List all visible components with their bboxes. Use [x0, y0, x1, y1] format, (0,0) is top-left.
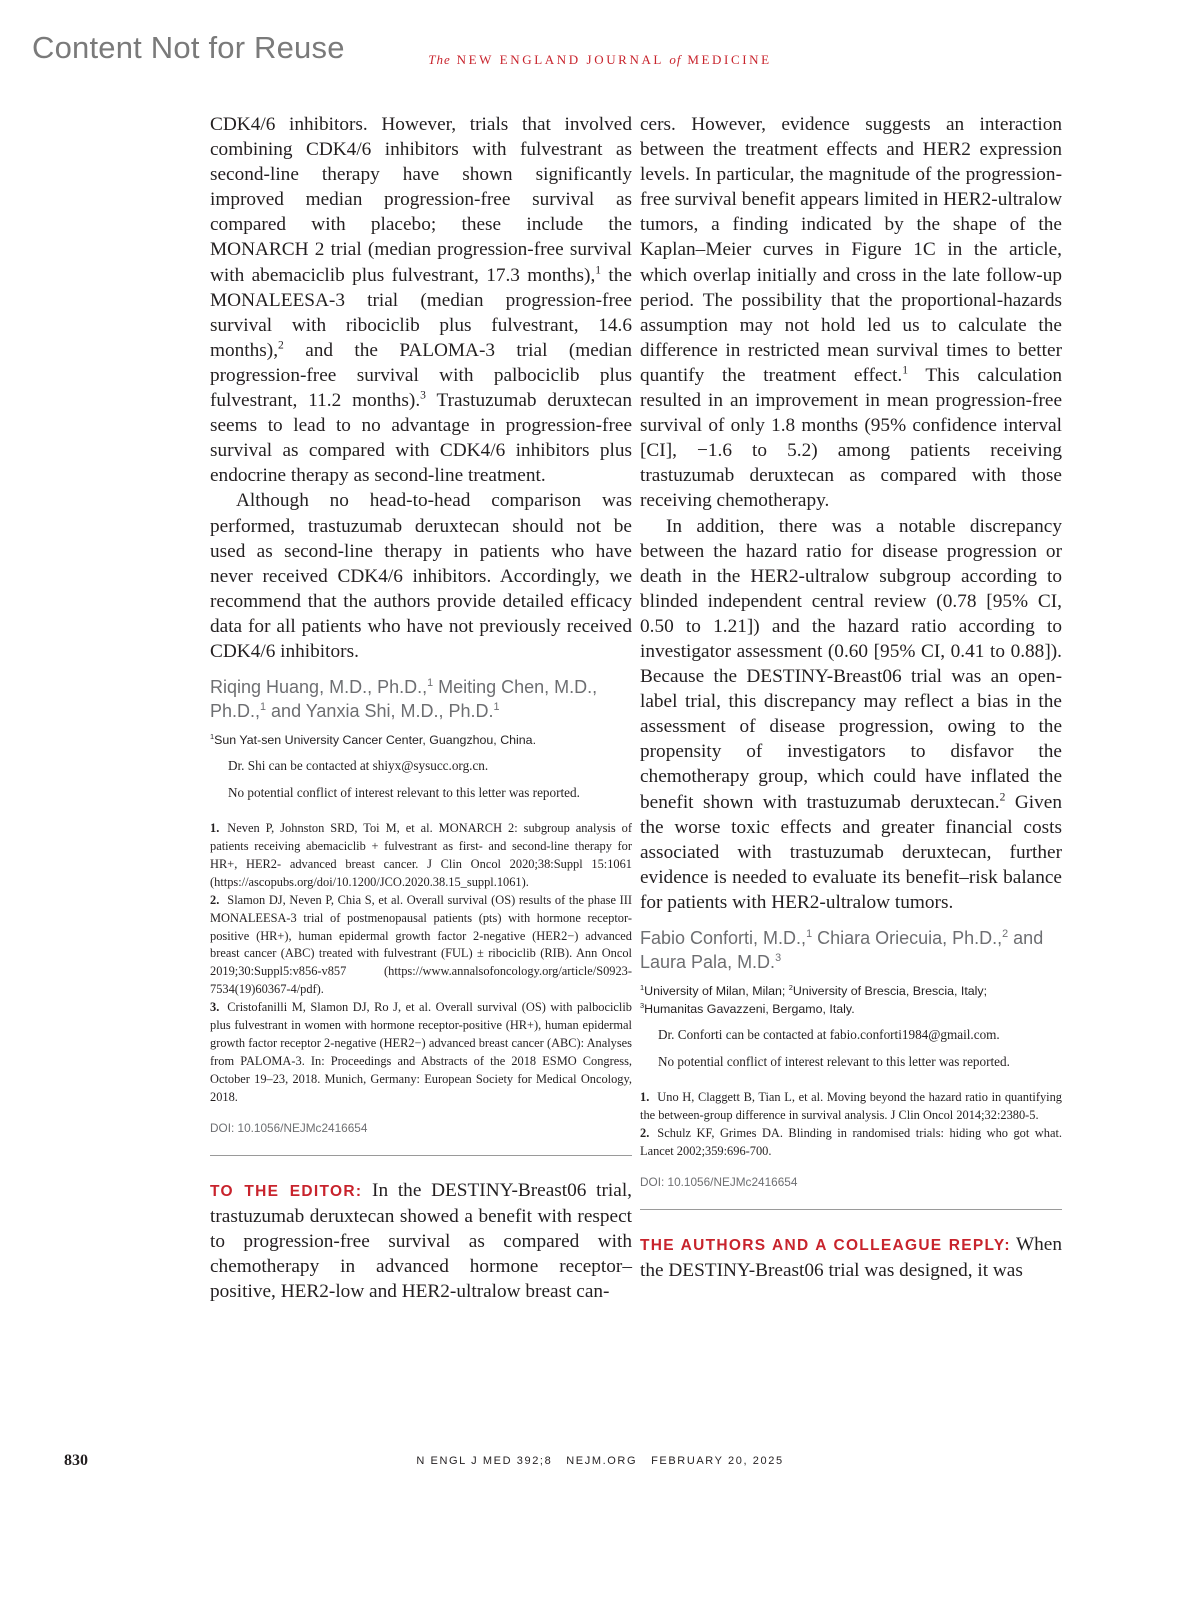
body-paragraph: Although no head-to-head comparison was performed, trastuzumab deruxtecan should not be used as second-line therapy in patients who have never received CDK4/6 inhibitors. Accordingly, we recommend that the authors provide detailed efficacy data for all patients who have not previously received CDK4/6 inhibitors. — [210, 490, 632, 662]
page-number: 830 — [64, 1452, 88, 1469]
text-run: This calculation resulted in an improvement in mean progression-free survival of only 1.8 months (95% confidence interval [CI], −1.6 to 5.2) among patients receiving trastuzumab deruxtecan as compared with those receiving chemotherapy. — [640, 364, 1063, 512]
text-run: In addition, there was a notable discrepancy between the hazard ratio for disease progression or death in the HER2-ultralow subgroup according to blinded independent central review (0.78 [95% CI, 0.50 to 1.21]) and the hazard ratio according to investigator assessment (0.60 [95% CI, 0.41 to 0.88]). Because the DESTINY-Breast06 trial was an open-label trial, this discrepancy may reflect a bias in the assessment of disease progression, owing to the propensity of investigators to disfavor the chemotherapy group, which could have inflated the benefit shown with trastuzumab deruxtecan. — [640, 515, 1062, 813]
reference-list — [640, 1089, 1062, 1161]
conflict-note: No potential conflict of interest relevant to this letter was reported. — [228, 785, 580, 801]
author-name: and Laura Pala, M.D. — [640, 928, 1044, 972]
letter-opening — [210, 1178, 632, 1304]
affiliation-text: Humanitas Gavazzeni, Bergamo, Italy. — [644, 1002, 855, 1016]
text-run: In the DESTINY-Breast06 trial, trastuzumab deruxtecan showed a benefit with respect to progression-free survival as compared with chemotherapy in advanced hormone receptor–positive, HER2-low and HER2-ultralow breast can- — [210, 1179, 632, 1302]
affiliation — [210, 731, 632, 749]
affiliation-marker: 3 — [775, 952, 782, 964]
author-name: Chiara Oriecuia, Ph.D., — [812, 928, 1003, 948]
letter-opening — [640, 1232, 1062, 1283]
reference-item — [210, 999, 632, 1106]
author-name: Meiting Chen, M.D., Ph.D., — [210, 677, 598, 722]
doi-link[interactable]: DOI: 10.1056/NEJMc2416654 — [210, 1120, 368, 1135]
author-name: Riqing Huang, M.D., Ph.D., — [210, 677, 428, 698]
affiliation-marker: 1 — [427, 677, 434, 690]
reference-number: 1. — [640, 1090, 650, 1104]
text-run: CDK4/6 inhibitors. However, trials that involved combining CDK4/6 inhibitors with fulvestrant as second-line therapy have shown significantly improved median progression-free survival as compared with placebo; these include the MONARCH 2 trial (median progression-free survival with abemaciclib plus fulvestrant, 17.3 months), — [210, 114, 632, 286]
text-run: and the PALOMA-3 trial (median progression-free survival with palbociclib plus fulvestrant, 11.2 months). — [210, 339, 632, 412]
reference-text: Uno H, Claggett B, Tian L, et al. Moving beyond the hazard ratio in quantifying the between-group difference in survival analysis. J Clin Oncol 2014;32:2380-5. — [640, 1090, 1062, 1122]
right-column — [640, 112, 1062, 1283]
affiliation-marker: 2 — [1002, 928, 1009, 940]
contact-note: Dr. Shi can be contacted at shiyx@sysucc.org.cn. — [228, 758, 489, 774]
journal-name-part1: NEW ENGLAND JOURNAL — [456, 52, 664, 67]
body-paragraph — [640, 112, 1062, 514]
reference-marker[interactable]: 2 — [999, 790, 1006, 804]
affiliation-text: University of Milan, Milan; — [644, 984, 789, 998]
reference-number: 2. — [210, 892, 220, 907]
journal-name-part2: MEDICINE — [687, 52, 772, 67]
reference-number: 2. — [640, 1125, 650, 1140]
reference-item — [640, 1125, 1062, 1161]
text-run: cers. However, evidence suggests an interaction between the treatment effects and HER2 expression levels. In particular, the magnitude of the progression-free survival benefit appears limited in HER2-ultralow tumors, a finding indicated by the shape of the Kaplan–Meier curves in Figure 1C in the article, which overlap initially and cross in the late follow-up period. The possibility that the proportional-hazards assumption may not hold led us to calculate the difference in restricted mean survival times to better quantify the treatment effect. — [640, 114, 1062, 386]
affiliation-marker: 1 — [493, 701, 500, 714]
reference-text: Schulz KF, Grimes DA. Blinding in randomised trials: hiding who got what. Lancet 2002;359:696-700. — [640, 1125, 1062, 1158]
reference-marker[interactable]: 2 — [278, 338, 284, 352]
reference-item — [210, 892, 632, 999]
text-run: the MONALEESA-3 trial (median progression-free survival with ribociclib plus fulvestrant, 14.6 months), — [210, 264, 632, 361]
affiliation-marker: 2 — [788, 982, 793, 992]
conflict-note: No potential conflict of interest relevant to this letter was reported. — [658, 1054, 1010, 1069]
reference-item — [640, 1089, 1062, 1125]
affiliation-marker: 3 — [640, 1000, 645, 1010]
section-divider — [210, 1155, 632, 1156]
section-divider — [640, 1209, 1062, 1210]
reference-number: 3. — [210, 1000, 220, 1015]
reference-list — [210, 820, 632, 1107]
reference-text: Slamon DJ, Neven P, Chia S, et al. Overall survival (OS) results of the phase III MONALEESA-3 trial of postmenopausal patients (pts) with hormone receptor-positive (HR+), human epidermal growth factor 2-negative (HER2−) advanced breast cancer (ABC) treated with fulvestrant (FUL) ± ribociclib (RIB). Ann Oncol 2019;30:Suppl5:v856-v857 (https://www.annalsofoncology.org/article/S0923-7534(19)60367-4/pdf). — [210, 892, 632, 997]
section-lead: THE AUTHORS AND A COLLEAGUE REPLY: — [640, 1236, 1011, 1254]
reference-number: 1. — [210, 821, 220, 836]
journal-the: The — [428, 52, 451, 67]
affiliation-marker: 1 — [210, 731, 215, 741]
author-list — [640, 926, 1062, 974]
body-paragraph — [640, 514, 1062, 916]
reference-marker[interactable]: 3 — [420, 388, 426, 402]
affiliation-marker: 1 — [260, 701, 267, 714]
reference-text: Cristofanilli M, Slamon DJ, Ro J, et al. Overall survival (OS) with palbociclib plus fulvestrant in women with hormone receptor-positive (HR+), human epidermal growth factor receptor 2-negative (HER2−) advanced breast cancer (ABC): Analyses from PALOMA-3. In: Proceedings and Abstracts of the 2018 ESMO Congress, October 19–23, 2018. Munich, Germany: European Society for Medical Oncology, 2018. — [210, 1000, 632, 1104]
section-lead: TO THE EDITOR: — [210, 1182, 363, 1200]
reference-item — [210, 820, 632, 892]
doi-link[interactable]: DOI: 10.1056/NEJMc2416654 — [640, 1174, 798, 1189]
contact-note: Dr. Conforti can be contacted at fabio.conforti1984@gmail.com. — [658, 1027, 1000, 1042]
footer-citation: N ENGL J MED 392;8 NEJM.ORG FEBRUARY 20, 2025 — [416, 1455, 784, 1467]
affiliation — [640, 982, 1062, 1018]
journal-of: of — [669, 52, 682, 67]
author-list — [210, 675, 632, 723]
affiliation-marker: 1 — [640, 982, 645, 992]
author-name: Fabio Conforti, M.D., — [640, 928, 807, 948]
text-run: Trastuzumab deruxtecan seems to lead to no advantage in progression-free survival as compared with CDK4/6 inhibitors plus endocrine therapy as second-line treatment. — [210, 390, 633, 487]
text-run: When the DESTINY-Breast06 trial was designed, it was — [640, 1233, 1062, 1281]
left-column — [210, 112, 632, 1304]
author-name: and Yanxia Shi, M.D., Ph.D. — [266, 701, 494, 722]
affiliation-marker: 1 — [806, 928, 813, 940]
journal-header — [0, 52, 1200, 68]
affiliation-text: University of Brescia, Brescia, Italy; — [792, 984, 988, 998]
reference-text: Neven P, Johnston SRD, Toi M, et al. MONARCH 2: subgroup analysis of patients receiving abemaciclib + fulvestrant as first- and second-line therapy for HR+, HER2- advanced breast cancer. J Clin Oncol 2020;38:Suppl 15:1061 (https://ascopubs.org/doi/10.1200/JCO.2020.38.15_suppl.1061). — [210, 821, 632, 889]
reference-marker[interactable]: 1 — [902, 363, 908, 377]
watermark-text: Content Not for Reuse — [32, 30, 345, 65]
reference-marker[interactable]: 1 — [595, 263, 602, 277]
affiliation-text: Sun Yat-sen University Cancer Center, Guangzhou, China. — [214, 733, 537, 748]
text-run: Given the worse toxic effects and greater financial costs associated with trastuzumab deruxtecan, further evidence is needed to evaluate its benefit–risk balance for patients with HER2-ultralow tumors. — [640, 791, 1062, 913]
body-paragraph — [210, 112, 632, 488]
